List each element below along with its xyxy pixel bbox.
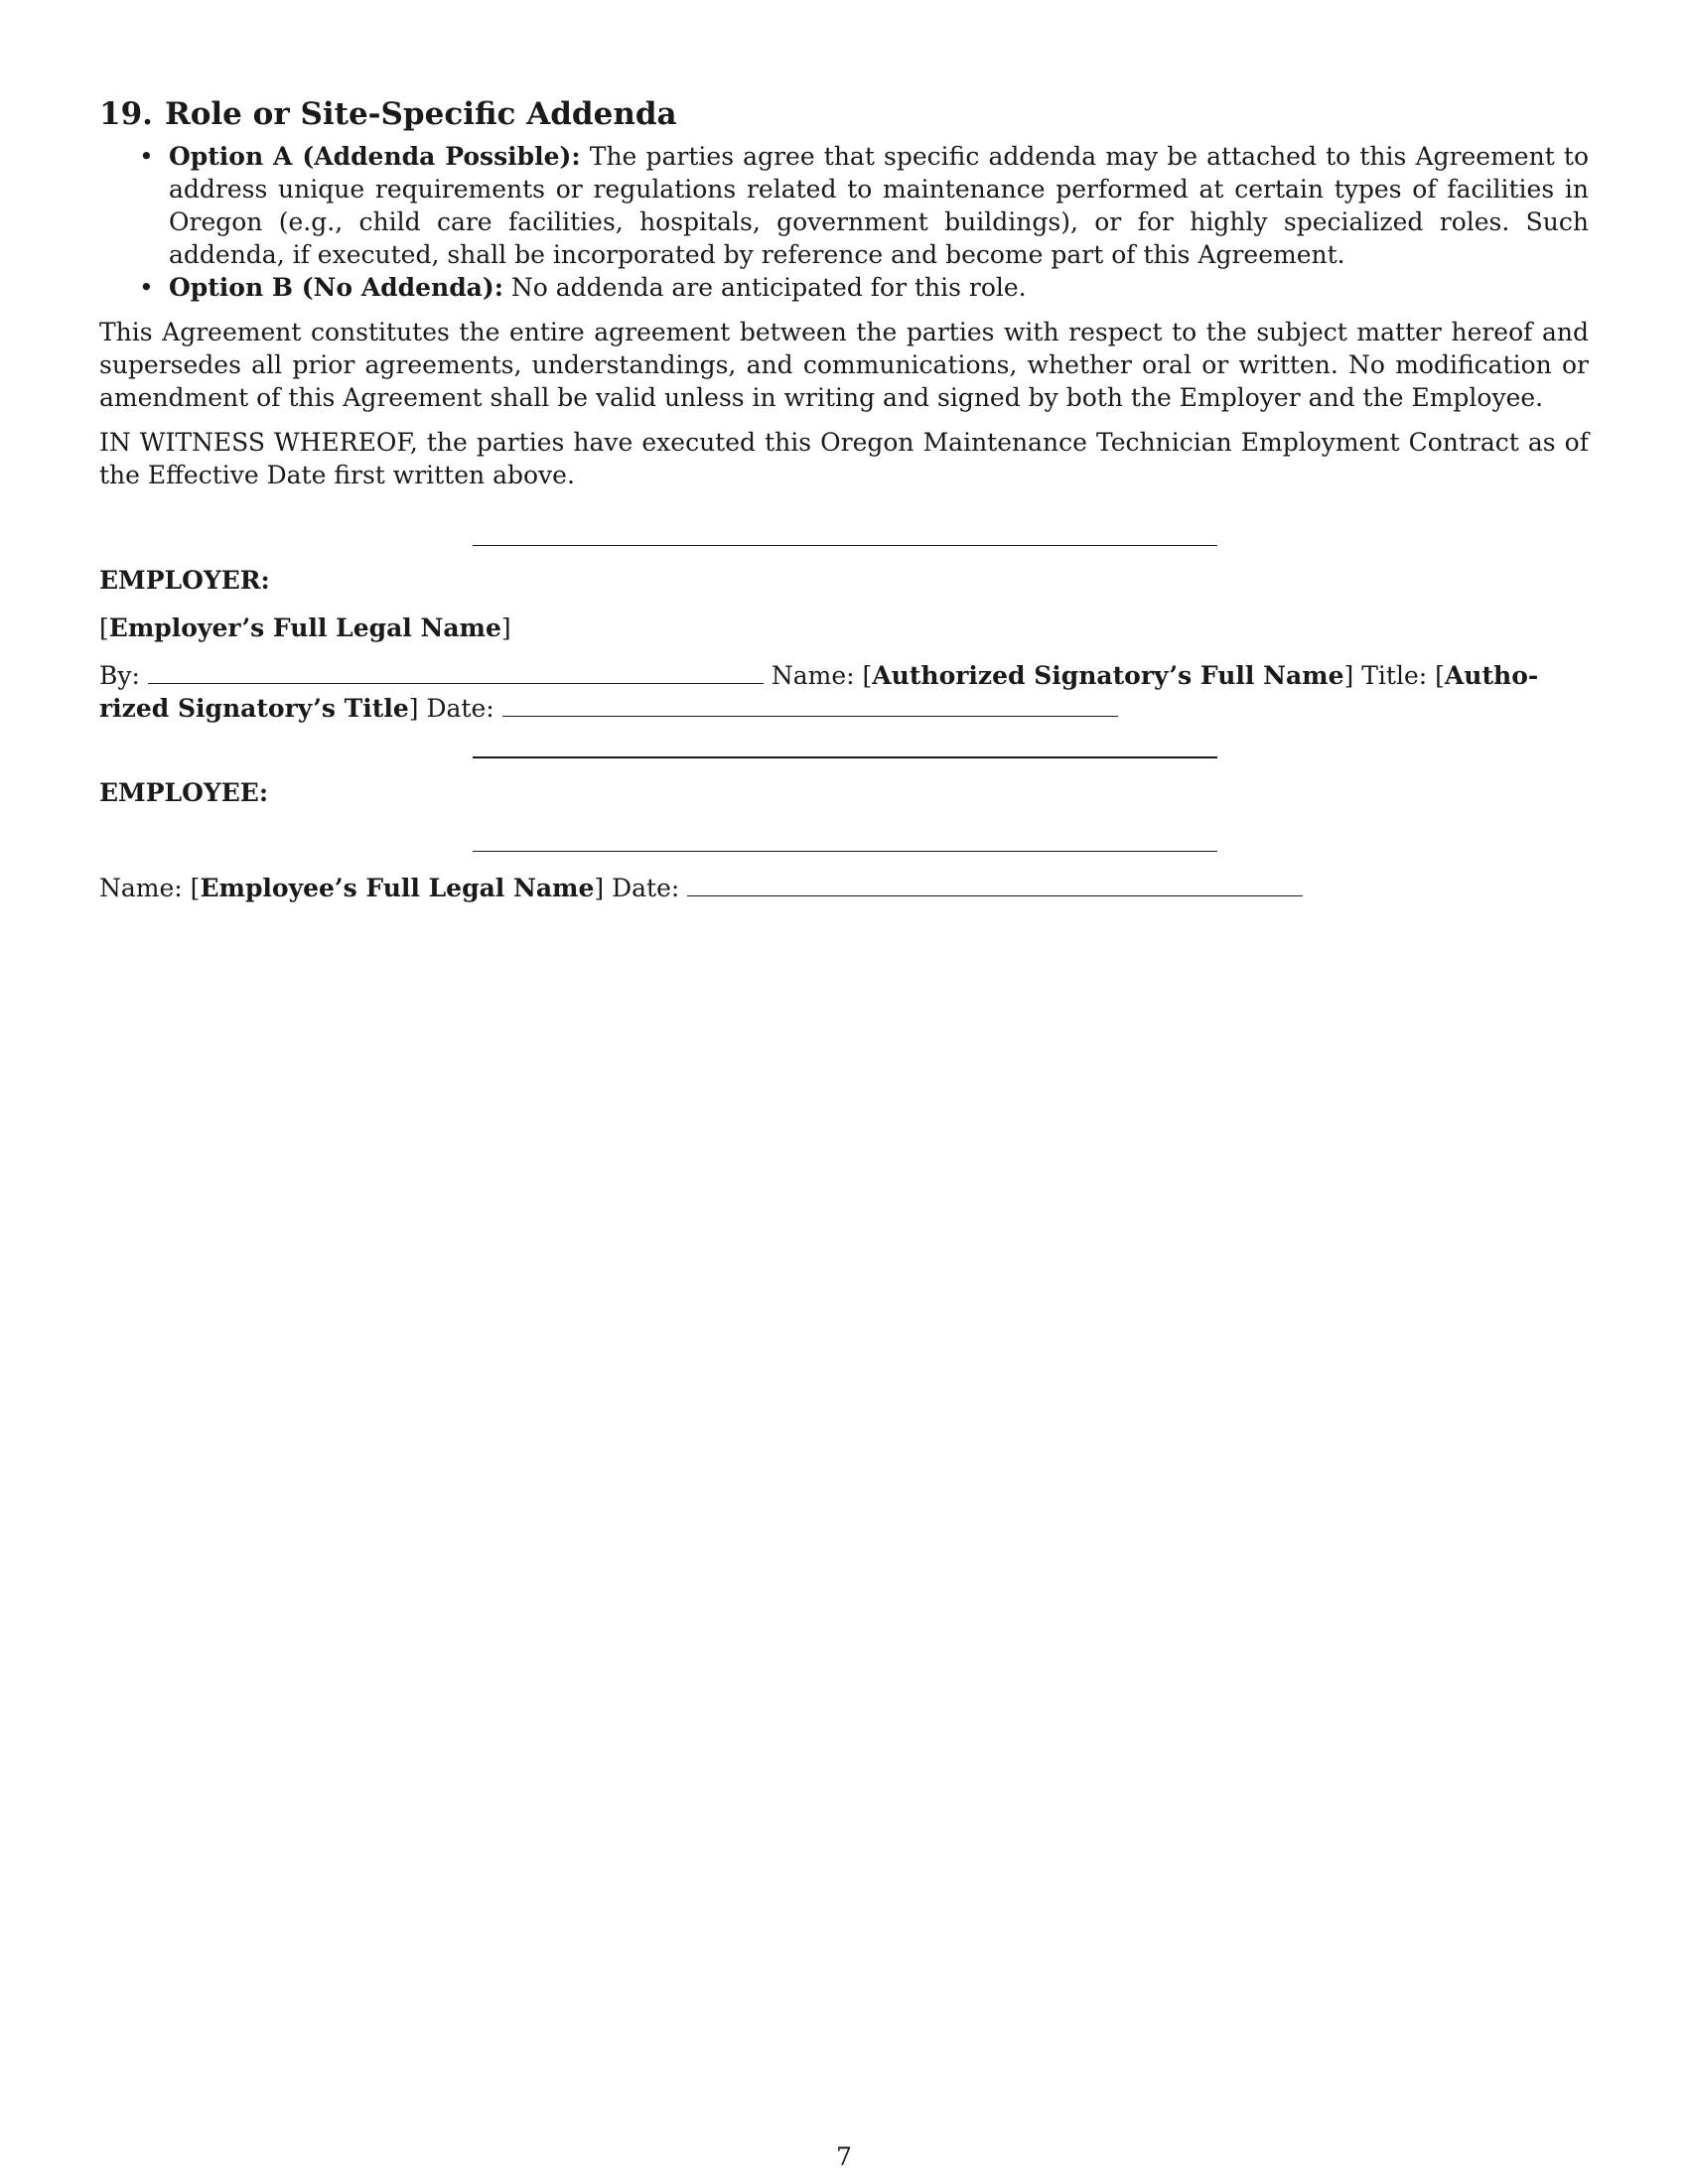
signatory-name-placeholder: Authorized Signatory’s Full Name [872,661,1344,690]
section-title: Role or Site-Specific Addenda [164,96,677,132]
option-b-text: No addenda are anticipated for this role. [510,273,1027,302]
options-list [99,140,1589,304]
option-b-label: Option B (No Addenda): [169,273,503,302]
employer-date-blank[interactable] [502,694,1118,717]
employer-heading: EMPLOYER: [99,566,270,595]
option-a-text: The parties agree that specific addenda may be attached to this Agreement to address unique requirements or regulations related to maintenance performed at certain types of facilities in Oregon (e.g., child care facilities, hospitals, government buildings), or for highly specialized roles. Such addenda, if executed, shall be incorporated by reference and become part of this Agreement. [169,142,1590,269]
employee-signature-line [473,851,1217,852]
entire-agreement-paragraph: This Agreement constitutes the entire agreement between the parties with respect to the subject matter hereof and supersedes all prior agreements, understandings, and communications, whether oral or written. No modification or amendment of this Agreement shall be valid unless in writing and signed by both the Employer and the Employee. [99,318,1589,412]
employer-name-label: Name: [771,661,855,690]
option-a-label: Option A (Addenda Possible): [169,142,581,171]
section-heading [99,94,1589,134]
employer-date-label: Date: [426,694,494,723]
employee-name-placeholder: Employee’s Full Legal Name [200,874,595,902]
signatory-title-placeholder-b: rized Signatory’s Title [99,694,409,723]
employer-name-placeholder: Employer’s Full Legal Name [108,614,501,642]
signatory-title-placeholder-a: Autho- [1444,661,1539,690]
employer-signature-block: By: Name: [Authorized Signatory’s Full Name] Title: [Autho- rized Signatory’s Title] Date: [99,661,1539,723]
employee-name-line: Name: [Employee’s Full Legal Name] Date: [99,872,1589,904]
employer-name-line: [Employer’s Full Legal Name] [99,614,511,642]
employee-heading: EMPLOYEE: [99,778,269,807]
by-signature-blank[interactable] [148,661,764,684]
employer-title-label: Title: [1361,661,1428,690]
document-page [99,94,1589,904]
page-number: 7 [836,2142,852,2171]
employee-section-line [473,756,1217,758]
bullet-icon: • [139,142,154,171]
list-item [139,271,1589,304]
witness-paragraph: IN WITNESS WHEREOF, the parties have executed this Oregon Maintenance Technician Employment Contract as of the Effective Date first written above. [99,428,1589,489]
employee-name-label: Name: [99,874,183,902]
employer-signature-line [473,545,1217,546]
bullet-icon: • [139,273,154,302]
list-item [139,140,1590,271]
by-label: By: [99,661,140,690]
employee-date-label: Date: [612,874,680,902]
employee-date-blank[interactable] [687,874,1303,896]
section-number: 19. [99,96,153,132]
